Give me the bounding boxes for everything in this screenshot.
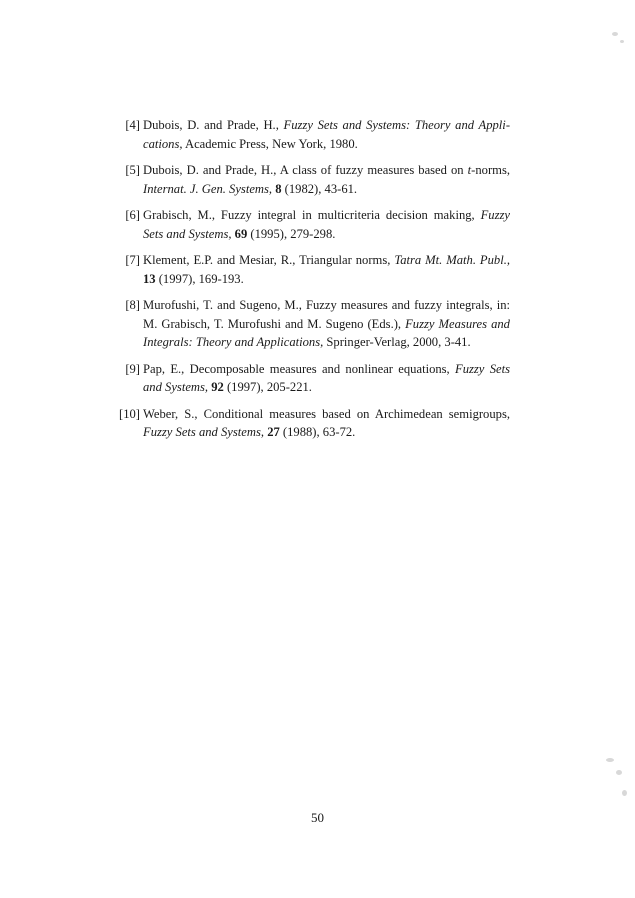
reference-text: (1997), 205-221. <box>223 380 312 394</box>
reference-item <box>118 161 510 198</box>
reference-title-text: Fuzzy Sets and Systems, <box>143 208 510 241</box>
reference-text: (1995), 279-298. <box>247 226 336 241</box>
reference-text: (1982), 43-61. <box>281 181 358 196</box>
reference-title-text: Fuzzy Sets and Systems, <box>143 361 510 394</box>
reference-volume: 92 <box>211 380 224 394</box>
reference-title-text: Fuzzy Measures and Integrals: Theory and Applications, <box>143 316 510 349</box>
reference-number: [5] <box>125 163 140 177</box>
reference-volume: 69 <box>234 226 248 241</box>
reference-volume: 13 <box>143 271 156 286</box>
reference-text: Dubois, D. and Prade, H., A class of fuzzy measures based on <box>143 163 468 177</box>
reference-item <box>118 405 510 442</box>
reference-number: [10] <box>119 406 140 421</box>
reference-title-text: Fuzzy Sets and Systems: Theory and Applications, <box>143 118 511 151</box>
reference-text: Academic Press, New York, 1980. <box>182 136 358 151</box>
reference-item <box>118 206 510 243</box>
reference-item <box>118 116 510 153</box>
reference-title-text: t <box>467 163 472 177</box>
reference-volume: 8 <box>275 181 282 196</box>
reference-title-text: Tatra Mt. Math. Publ., <box>394 253 510 267</box>
reference-item <box>118 251 510 288</box>
reference-text: Klement, E.P. and Mesiar, R., Triangular norms, <box>143 253 395 267</box>
reference-item <box>118 296 510 352</box>
reference-text: Springer-Verlag, 2000, 3-41. <box>323 335 471 349</box>
scan-speck <box>612 32 618 36</box>
reference-text: Grabisch, M., Fuzzy integral in multicriteria decision making, <box>143 208 481 222</box>
reference-number: [8] <box>125 298 140 312</box>
reference-number: [6] <box>125 208 140 222</box>
scan-speck <box>616 770 622 775</box>
reference-text: Murofushi, T. and Sugeno, M., Fuzzy measures and fuzzy integrals, in: M. Grabisch, T. Murofushi and M. Sugeno (Eds.), <box>143 298 510 331</box>
reference-list <box>118 116 510 450</box>
reference-number: [4] <box>125 118 140 132</box>
reference-volume: 27 <box>267 425 280 439</box>
reference-text: (1997), 169-193. <box>155 271 244 286</box>
reference-item <box>118 360 510 397</box>
reference-text: Dubois, D. and Prade, H., <box>143 118 284 132</box>
scan-speck <box>622 790 627 796</box>
page-number: 50 <box>311 810 324 825</box>
scan-speck <box>620 40 624 43</box>
reference-text: -norms, <box>471 163 510 177</box>
reference-text: (1988), 63-72. <box>279 425 356 439</box>
reference-title-text: Fuzzy Sets and Systems, <box>143 425 265 439</box>
reference-title-text: Internat. J. Gen. Systems, <box>143 181 273 196</box>
reference-number: [9] <box>125 361 140 376</box>
reference-text: Pap, E., Decomposable measures and nonlinear equations, <box>143 361 456 376</box>
reference-text: Weber, S., Conditional measures based on Archimedean semigroups, <box>143 406 510 421</box>
scan-speck <box>606 758 614 762</box>
reference-number: [7] <box>125 253 140 267</box>
